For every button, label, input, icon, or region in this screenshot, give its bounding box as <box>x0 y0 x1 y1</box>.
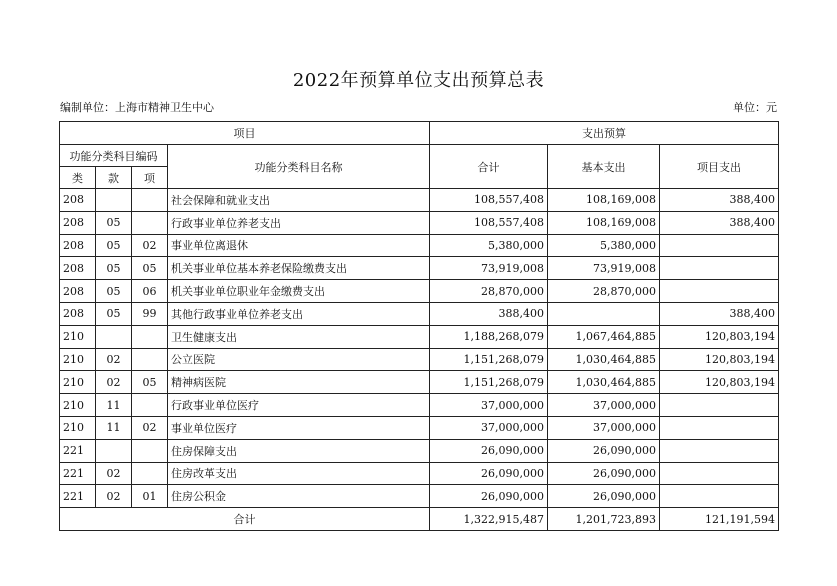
cell-kuan: 05 <box>96 280 132 303</box>
totals-label: 合计 <box>60 508 430 531</box>
cell-lei: 210 <box>60 394 96 417</box>
cell-name: 行政事业单位医疗 <box>168 394 430 417</box>
cell-basic: 37,000,000 <box>548 394 660 417</box>
cell-project: 120,803,194 <box>660 348 779 371</box>
cell-lei: 210 <box>60 371 96 394</box>
cell-kuan: 02 <box>96 371 132 394</box>
cell-total: 1,151,268,079 <box>430 348 548 371</box>
cell-lei: 221 <box>60 462 96 485</box>
cell-kuan: 05 <box>96 234 132 257</box>
table-row <box>60 302 779 325</box>
table-row <box>60 439 779 462</box>
cell-project <box>660 485 779 508</box>
header-code: 功能分类科目编码 <box>60 145 168 167</box>
cell-project <box>660 257 779 280</box>
cell-total: 26,090,000 <box>430 462 548 485</box>
cell-xiang: 05 <box>132 257 168 280</box>
header-expenditure: 支出预算 <box>430 122 779 145</box>
cell-basic: 108,169,008 <box>548 189 660 212</box>
cell-lei: 208 <box>60 211 96 234</box>
cell-lei: 208 <box>60 189 96 212</box>
totals-project: 121,191,594 <box>660 508 779 531</box>
cell-kuan <box>96 189 132 212</box>
cell-total: 108,557,408 <box>430 189 548 212</box>
cell-project: 120,803,194 <box>660 371 779 394</box>
cell-xiang: 02 <box>132 416 168 439</box>
header-kuan: 款 <box>96 167 132 189</box>
cell-name: 行政事业单位养老支出 <box>168 211 430 234</box>
cell-lei: 208 <box>60 280 96 303</box>
cell-total: 26,090,000 <box>430 439 548 462</box>
cell-project <box>660 439 779 462</box>
table-row <box>60 371 779 394</box>
header-basic: 基本支出 <box>548 145 660 189</box>
cell-total: 5,380,000 <box>430 234 548 257</box>
cell-kuan <box>96 325 132 348</box>
cell-total: 388,400 <box>430 302 548 325</box>
cell-project: 120,803,194 <box>660 325 779 348</box>
cell-kuan <box>96 439 132 462</box>
cell-basic: 26,090,000 <box>548 462 660 485</box>
cell-basic: 28,870,000 <box>548 280 660 303</box>
cell-project <box>660 394 779 417</box>
cell-lei: 210 <box>60 325 96 348</box>
cell-name: 社会保障和就业支出 <box>168 189 430 212</box>
table-row <box>60 325 779 348</box>
totals-total: 1,322,915,487 <box>430 508 548 531</box>
cell-basic: 73,919,008 <box>548 257 660 280</box>
cell-lei: 208 <box>60 257 96 280</box>
cell-lei: 208 <box>60 302 96 325</box>
cell-lei: 221 <box>60 439 96 462</box>
cell-basic <box>548 302 660 325</box>
cell-total: 37,000,000 <box>430 394 548 417</box>
cell-name: 事业单位医疗 <box>168 416 430 439</box>
cell-basic: 1,067,464,885 <box>548 325 660 348</box>
cell-kuan: 11 <box>96 416 132 439</box>
cell-name: 事业单位离退休 <box>168 234 430 257</box>
cell-project <box>660 280 779 303</box>
cell-total: 73,919,008 <box>430 257 548 280</box>
cell-basic: 26,090,000 <box>548 439 660 462</box>
cell-xiang <box>132 189 168 212</box>
cell-xiang <box>132 462 168 485</box>
cell-lei: 210 <box>60 348 96 371</box>
page-title: 2022年预算单位支出预算总表 <box>292 70 545 91</box>
org-label: 编制单位：上海市精神卫生中心 <box>60 101 214 114</box>
unit-label: 单位：元 <box>733 101 777 114</box>
header-project: 项目支出 <box>660 145 779 189</box>
table-row <box>60 348 779 371</box>
budget-table <box>59 121 779 531</box>
cell-project <box>660 234 779 257</box>
cell-name: 精神病医院 <box>168 371 430 394</box>
cell-kuan: 05 <box>96 302 132 325</box>
cell-xiang <box>132 439 168 462</box>
header-row-2 <box>60 145 779 167</box>
cell-lei: 221 <box>60 485 96 508</box>
cell-name: 机关事业单位基本养老保险缴费支出 <box>168 257 430 280</box>
cell-name: 机关事业单位职业年金缴费支出 <box>168 280 430 303</box>
cell-name: 公立医院 <box>168 348 430 371</box>
cell-project: 388,400 <box>660 189 779 212</box>
cell-total: 1,151,268,079 <box>430 371 548 394</box>
cell-basic: 108,169,008 <box>548 211 660 234</box>
cell-xiang <box>132 394 168 417</box>
header-name: 功能分类科目名称 <box>168 145 430 189</box>
table-row <box>60 462 779 485</box>
header-total: 合计 <box>430 145 548 189</box>
cell-xiang <box>132 211 168 234</box>
cell-basic: 26,090,000 <box>548 485 660 508</box>
cell-basic: 1,030,464,885 <box>548 348 660 371</box>
table-row <box>60 280 779 303</box>
cell-kuan: 05 <box>96 211 132 234</box>
table-row <box>60 189 779 212</box>
cell-xiang: 06 <box>132 280 168 303</box>
cell-project <box>660 416 779 439</box>
cell-name: 其他行政事业单位养老支出 <box>168 302 430 325</box>
table-row <box>60 416 779 439</box>
cell-kuan: 05 <box>96 257 132 280</box>
cell-basic: 1,030,464,885 <box>548 371 660 394</box>
cell-total: 108,557,408 <box>430 211 548 234</box>
cell-total: 26,090,000 <box>430 485 548 508</box>
cell-kuan: 02 <box>96 462 132 485</box>
cell-name: 卫生健康支出 <box>168 325 430 348</box>
cell-xiang: 01 <box>132 485 168 508</box>
totals-basic: 1,201,723,893 <box>548 508 660 531</box>
cell-basic: 37,000,000 <box>548 416 660 439</box>
cell-project <box>660 462 779 485</box>
table-row <box>60 394 779 417</box>
cell-xiang: 05 <box>132 371 168 394</box>
cell-kuan: 02 <box>96 485 132 508</box>
cell-xiang <box>132 348 168 371</box>
table-row <box>60 211 779 234</box>
table-row <box>60 257 779 280</box>
cell-total: 37,000,000 <box>430 416 548 439</box>
cell-project: 388,400 <box>660 211 779 234</box>
cell-xiang: 99 <box>132 302 168 325</box>
cell-total: 28,870,000 <box>430 280 548 303</box>
cell-project: 388,400 <box>660 302 779 325</box>
cell-kuan: 02 <box>96 348 132 371</box>
cell-lei: 208 <box>60 234 96 257</box>
cell-name: 住房公积金 <box>168 485 430 508</box>
header-row-1 <box>60 122 779 145</box>
cell-total: 1,188,268,079 <box>430 325 548 348</box>
table-row <box>60 234 779 257</box>
cell-name: 住房改革支出 <box>168 462 430 485</box>
header-item: 项目 <box>60 122 430 145</box>
cell-basic: 5,380,000 <box>548 234 660 257</box>
cell-name: 住房保障支出 <box>168 439 430 462</box>
cell-xiang: 02 <box>132 234 168 257</box>
header-xiang: 项 <box>132 167 168 189</box>
header-lei: 类 <box>60 167 96 189</box>
table-row <box>60 485 779 508</box>
totals-row <box>60 508 779 531</box>
cell-xiang <box>132 325 168 348</box>
cell-lei: 210 <box>60 416 96 439</box>
cell-kuan: 11 <box>96 394 132 417</box>
